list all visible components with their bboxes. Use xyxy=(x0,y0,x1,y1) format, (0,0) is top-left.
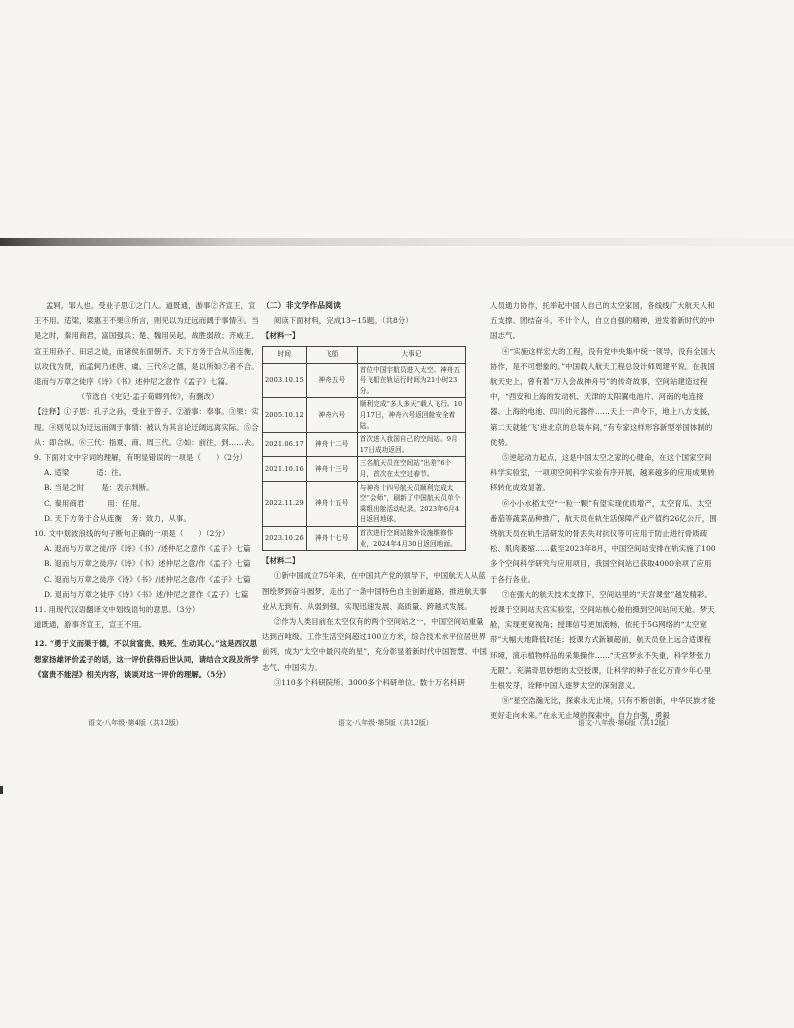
row-date: 2022.11.29 xyxy=(263,481,307,526)
q9-option-d[interactable] xyxy=(34,511,262,526)
q10-option-d[interactable]: D. 退而与万章之徒序《诗》《书》述/仲尼之意作《孟子》七篇 xyxy=(44,589,249,599)
page-6-column xyxy=(490,298,718,730)
row-ship: 神舟十二号 xyxy=(306,433,357,457)
spaceflight-events-table xyxy=(262,346,466,552)
section-title: （二）非文学作品阅读 xyxy=(262,301,341,310)
row-ship: 神舟五号 xyxy=(306,363,357,398)
row-event: 顺利完成“多人多天”载人飞行。10月17日，神舟六号返回舱安全着陆。 xyxy=(357,398,465,433)
row-event: 与神舟十四号航天员顺利完成太空“会师”，刷新了中国航天员单个乘组出舱活动纪录。2023年6月4日返回地球。 xyxy=(357,481,465,526)
column3-paragraph-4: ⑥小小水稻太空“一粒一颗”有望实现优质增产，太空育瓜、太空番茄等蔬菜品种推广，航天员在轨生活保障产业产值约26亿公斤，围绕航天员在轨生活研发的骨丢失对抗仪等可应用于防止进行骨质疏松、肌肉萎缩……截至2023年8月，中国空间站安排在轨实施了100多个空间科学研究与应用项目，我国空间站已获取4000余项了应用于各行各业。 xyxy=(490,498,717,584)
row-ship: 神舟十三号 xyxy=(306,457,357,481)
q9-option-b-label: B. 当是之时 xyxy=(44,483,85,493)
scan-edge-band xyxy=(0,238,794,246)
q9-option-c[interactable] xyxy=(34,496,262,511)
question-12-stem: 12. “勇于义而果于德，不以贫富贵、贱死、生动其心。”这是西汉思想家扬雄评价孟子的话，这一评价获得后世认同，请结合文段及所学《富贵不能淫》相关内容，谈谈对这一评价的理解。（5分） xyxy=(34,639,259,679)
material-2-paragraph-1: ①新中国成立75年来，在中国共产党的领导下，中国航天人从蓝图绘梦到奋斗圆梦，走出了一条中国特色自主创新道路，推进航天事业从无到有、从弱到强，实现迅速发展、高质量、跨越式发展。 xyxy=(262,571,487,611)
page-footer-4: 语文·八年级·第4版（共12版） xyxy=(88,719,183,727)
material-2-paragraph-3: ③110多个科研院所、3000多个科研单位、数十万名科研 xyxy=(273,677,465,687)
table-header-event: 大事记 xyxy=(357,346,465,363)
table-header-row xyxy=(263,346,466,363)
row-event: 首次进入我国自己的空间站。9月17日成功返回。 xyxy=(357,433,465,457)
q9-option-d-meaning: 务：致力，从事。 xyxy=(130,513,191,523)
question-11-stem: 11. 用现代汉语翻译文中划线语句的意思。（3分） xyxy=(34,605,200,615)
row-date: 2003.10.15 xyxy=(263,363,307,398)
passage-source: （节选自《史记·孟子荀卿列传》，有删改） xyxy=(77,392,219,402)
table-row xyxy=(263,457,466,481)
q9-option-d-label: D. 天下方务于合从连衡 xyxy=(44,513,123,523)
row-event: 首位中国宇航员进入太空。神舟五号飞船在轨运行时间为21小时23分。 xyxy=(357,363,465,398)
table-row xyxy=(263,433,466,457)
column3-paragraph-2: ④“实施这样宏大的工程，没有党中央集中统一领导，没有全国大协作，是不可想象的。”中国载人航天工程总设计师周建平说。在我国航天史上，曾有着“万人会战神舟号”的传奇故事，空间站建造过程中，“西安和上海的发动机、天津的太阳翼电池片、河南的电连接器、上海的电池、四川的元器件……天上一声令下，地上八方支援，第二天就能‘飞’进北京的总装车间，”有专家这样形容新型举国体制的优势。 xyxy=(490,346,716,447)
question-11-quote: 道既通，游事齐宣王，宣王不用。 xyxy=(34,620,147,630)
column3-paragraph-3: ⑤逆起动力起点，这是中国太空之家的心健命，在这个国家空间科学实验室，一项项空间科学实验有序开展，越来越多的应用成果转移转化成效显著。 xyxy=(490,453,715,493)
row-ship: 神舟十五号 xyxy=(306,481,357,526)
table-header-ship: 飞船 xyxy=(306,346,357,363)
column3-paragraph-1: 人员通力协作，托举起中国人自己的太空家园，各线线广大航天人和五支撑、团结奋斗、不计个人，自立自强的精神，迸发着新时代的中国志气。 xyxy=(490,301,715,341)
q10-option-b[interactable]: B. 退而与万章之徒序/《诗》《书》述仲尼之意/作《孟子》七篇 xyxy=(44,559,251,569)
scan-mark xyxy=(0,786,3,794)
row-date: 2021.06.17 xyxy=(263,433,307,457)
row-date: 2005.10.12 xyxy=(263,398,307,433)
row-date: 2021.10.16 xyxy=(263,457,307,481)
q9-option-a[interactable] xyxy=(34,465,262,480)
q9-option-a-meaning: 适：往。 xyxy=(96,468,127,478)
classical-passage: 孟轲，邹人也。受业子思①之门人。道既通，游事②齐宣王，宣王不用。适梁，梁惠王不果③所言，则见以为迂远而阔于事情④。当是之时，秦用商君，富国强兵；楚、魏用吴起，战胜弱敌；齐威王、宣王用孙子、田忌之徒，而诸侯东面朝齐。天下方务于合从⑤连衡，以攻伐为贤，而孟轲乃述唐、虞、三代⑥之德，是以所如⑦者不合。退而与万章之徒序《诗》《书》述仲尼之意作《孟子》七篇。 xyxy=(34,301,259,387)
column3-paragraph-6: ⑧“星空浩瀚无比，探索永无止境，只有不断创新，中华民族才能更好走向未来。”在永无止境的探索中，自力自强，勇毅 xyxy=(490,696,716,721)
row-event: 三名航天员在空间站“出差”6个月，首次在太空过春节。 xyxy=(357,457,465,481)
row-ship: 神舟十七号 xyxy=(306,526,357,550)
table-row xyxy=(263,526,466,550)
table-header-date: 时间 xyxy=(263,346,307,363)
question-9-stem: 9. 下面对文中字词的理解，有明显错误的一项是（ ）（2分） xyxy=(34,453,248,463)
material-1-label: 【材料一】 xyxy=(262,331,300,341)
material-2-label: 【材料二】 xyxy=(262,556,300,566)
material-2-paragraph-2: ②作为人类目前在太空仅有的两个空间站之一，中国空间站重量达到百吨级。工作生活空间超过100立方米，综合技术水平位居世界前列，成为“太空中最闪亮的星”，充分彰显着新时代中国智慧、中国志气、中国实力。 xyxy=(262,616,487,672)
passage-notes: 【注释】①子思：孔子之孙，受业于曾子。②游事：奉事。③果：实现。④则见以为迂远而阔于事情：被认为其言论迂阔远离实际。⑤合从：即合纵。⑥三代：指夏、商、周三代。⑦如：前往，到……去。 xyxy=(34,407,259,447)
q10-option-a[interactable]: A. 退而与万章之徒/序《诗》《书》/述仲尼之意作《孟子》七篇 xyxy=(44,544,251,554)
q9-option-b[interactable] xyxy=(34,480,262,495)
q9-option-c-meaning: 用：任用。 xyxy=(107,498,145,508)
column3-paragraph-5: ⑦在强大的航天技术支撑下，空间站里的“天宫课堂”越发精彩。授课于空间站天宫实验室，空间站核心舱拍摄到空间站问天舱、梦天舱，实现更宽视角；授课信号更加流畅，依托于5G网络的“太空宽带”大幅大地降低时延；授课方式新颖超前，航天员登上远合适课程环境，演示植物样品的采集操作……“天宫梦永不失重，科学梦张力无限”。充满奇思妙想的太空授课，让科学的种子在亿万青少年心里生根发芽，诠释中国人逐梦太空的深刻意义。 xyxy=(490,589,715,691)
table-row xyxy=(263,363,466,398)
q9-option-a-label: A. 适梁 xyxy=(44,468,70,478)
page-footer-6: 语文·八年级·第6版（共12版） xyxy=(578,719,673,727)
page-4-column xyxy=(34,298,262,730)
table-row xyxy=(263,481,466,526)
question-10-stem: 10. 文中划波浪线的句子断句正确的一项是（ ）（2分） xyxy=(34,529,230,539)
q10-option-c[interactable]: C. 退而与万章之徒序《诗》《书》/述仲尼之意/作《孟子》七篇 xyxy=(44,574,251,584)
row-ship: 神舟六号 xyxy=(306,398,357,433)
section-instruction: 阅读下面材料，完成13~15题。（共8分） xyxy=(273,316,413,326)
table-row xyxy=(263,398,466,433)
row-date: 2023.10.26 xyxy=(263,526,307,550)
q9-option-b-meaning: 是：表示判断。 xyxy=(101,483,154,493)
page-footer-5: 语文·八年级·第5版（共12版） xyxy=(338,719,433,727)
row-event: 首次进行空间站舱外设施维修作业，2024年4月30日返回地面。 xyxy=(357,526,465,550)
page-5-column xyxy=(262,298,490,730)
q9-option-c-label: C. 秦用商君 xyxy=(44,498,85,508)
